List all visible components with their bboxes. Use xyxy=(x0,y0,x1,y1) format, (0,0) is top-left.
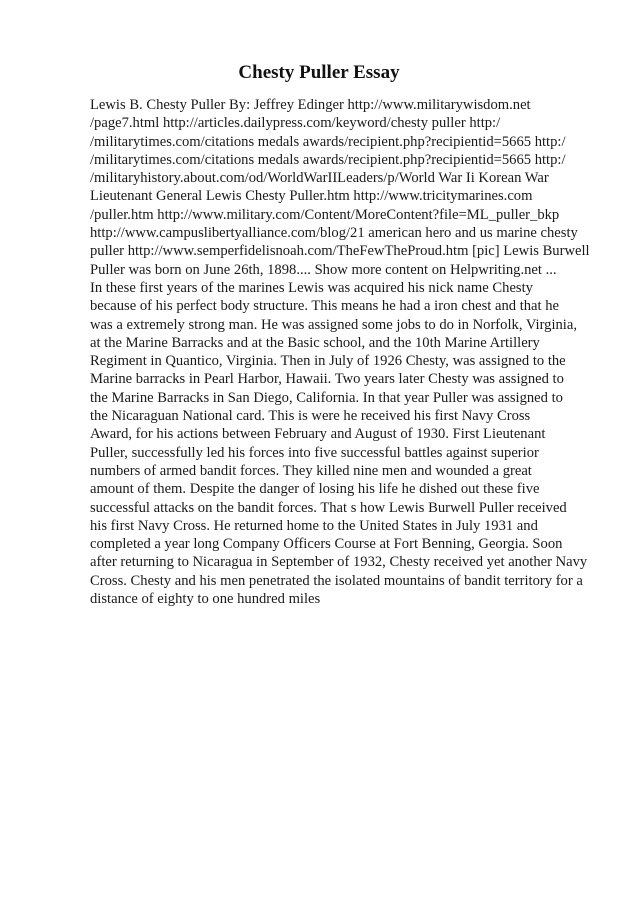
body-line: Lieutenant General Lewis Chesty Puller.htm http://www.tricitymarines.com xyxy=(90,188,533,205)
body-line: Marine barracks in Pearl Harbor, Hawaii. Two years later Chesty was assigned to xyxy=(90,371,564,388)
body-line: /militaryhistory.about.com/od/WorldWarIILeaders/p/World War Ii Korean War xyxy=(90,170,549,187)
body-line: because of his perfect body structure. This means he had a iron chest and that he xyxy=(90,298,560,315)
body-line: Award, for his actions between February and August of 1930. First Lieutenant xyxy=(90,426,546,443)
body-line: completed a year long Company Officers Course at Fort Benning, Georgia. Soon xyxy=(90,536,563,553)
body-line: Regiment in Quantico, Virginia. Then in July of 1926 Chesty, was assigned to the xyxy=(90,353,566,370)
body-line: the Marine Barracks in San Diego, California. In that year Puller was assigned to xyxy=(90,389,563,406)
body-line: puller http://www.semperfidelisnoah.com/TheFewTheProud.htm [pic] Lewis Burwell xyxy=(90,243,590,260)
body-line: Puller was born on June 26th, 1898.... Show more content on Helpwriting.net ... xyxy=(90,261,557,278)
body-line: was a extremely strong man. He was assigned some jobs to do in Norfolk, Virginia, xyxy=(90,316,577,333)
body-line: numbers of armed bandit forces. They killed nine men and wounded a great xyxy=(90,462,532,479)
body-line: /militarytimes.com/citations medals awards/recipient.php?recipientid=5665 http:/ xyxy=(90,133,566,150)
body-line: http://www.campuslibertyalliance.com/blog/21 american hero and us marine chesty xyxy=(90,225,578,242)
body-line: after returning to Nicaragua in September of 1932, Chesty received yet another Navy xyxy=(90,554,588,571)
body-line: his first Navy Cross. He returned home to the United States in July 1931 and xyxy=(90,517,538,534)
body-line: Lewis B. Chesty Puller By: Jeffrey Edinger http://www.militarywisdom.net xyxy=(90,97,531,113)
body-line: at the Marine Barracks and at the Basic school, and the 10th Marine Artillery xyxy=(90,334,540,351)
body-line: /puller.htm http://www.military.com/Content/MoreContent?file=ML_puller_bkp xyxy=(90,206,560,223)
body-line: /militarytimes.com/citations medals awards/recipient.php?recipientid=5665 http:/ xyxy=(90,151,566,168)
body-line: /page7.html http://articles.dailypress.com/keyword/chesty puller http:/ xyxy=(90,115,501,132)
body-line: successful attacks on the bandit forces. That s how Lewis Burwell Puller received xyxy=(90,499,567,516)
document-title: Chesty Puller Essay xyxy=(238,62,400,83)
body-line: Cross. Chesty and his men penetrated the isolated mountains of bandit territory for a xyxy=(90,572,583,589)
body-line: the Nicaraguan National card. This is were he received his first Navy Cross xyxy=(90,408,531,425)
body-line: Puller, successfully led his forces into five successful battles against superior xyxy=(90,444,539,461)
body-line: amount of them. Despite the danger of losing his life he dished out these five xyxy=(90,481,540,498)
document-body xyxy=(90,96,600,608)
body-line: distance of eighty to one hundred miles xyxy=(90,591,321,608)
body-line: In these first years of the marines Lewis was acquired his nick name Chesty xyxy=(90,279,533,296)
